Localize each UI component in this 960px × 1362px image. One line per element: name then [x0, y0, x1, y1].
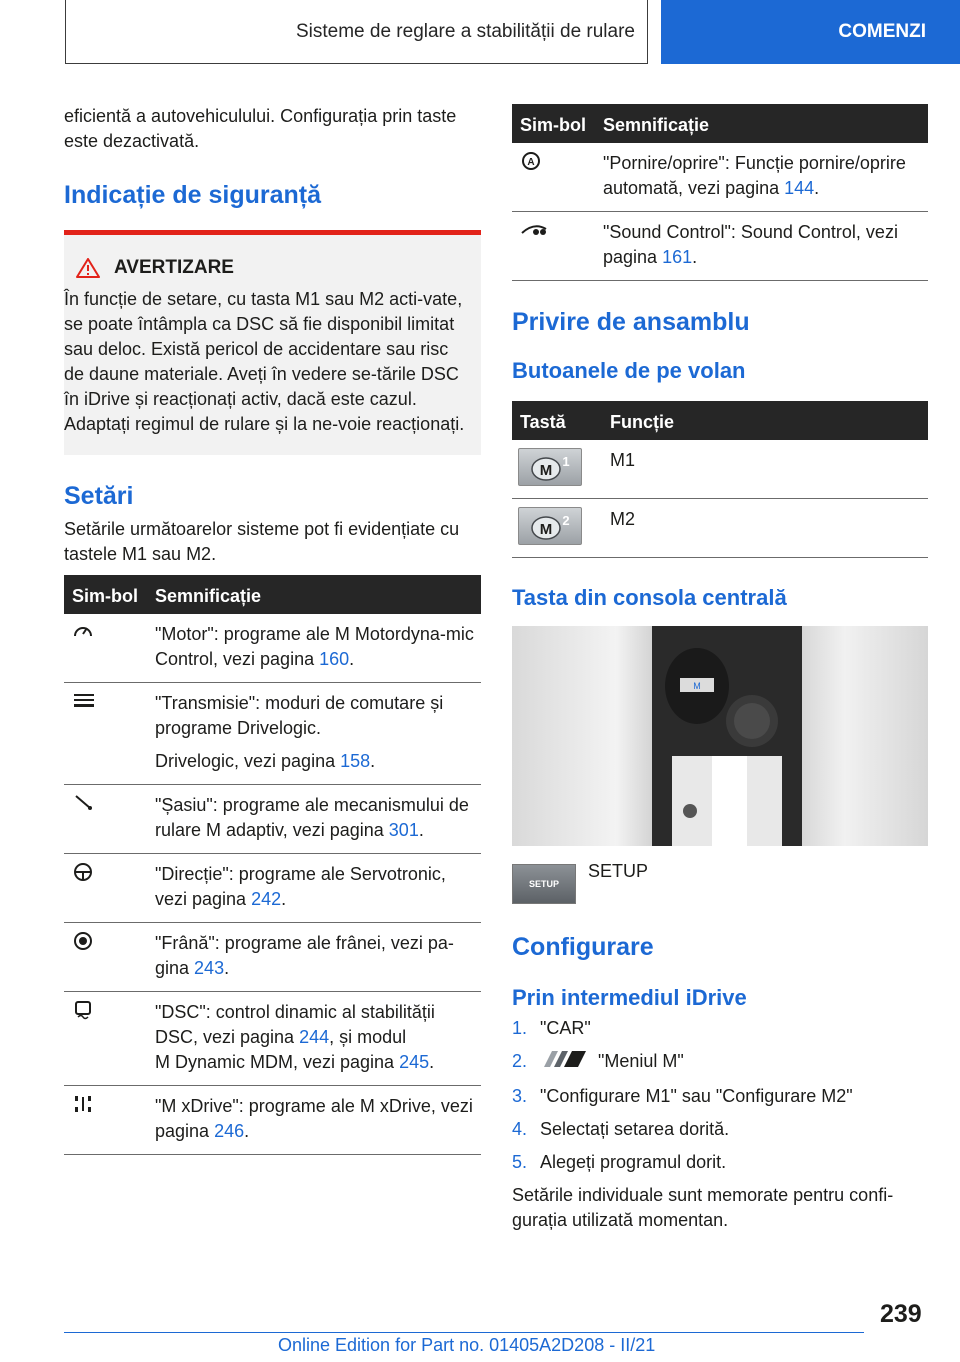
table-row: [64, 923, 481, 992]
steering-icon: [72, 862, 98, 882]
page-link[interactable]: 144: [784, 178, 815, 198]
meaning-extra-end: .: [370, 751, 376, 771]
dsc-icon: [72, 1000, 98, 1020]
col-function-header: Funcție: [602, 401, 928, 440]
meaning-text-end: .: [244, 1121, 250, 1141]
settings-text: Setările următoarelor sisteme pot fi evidențiate cu tastele M1 sau M2.: [64, 519, 460, 564]
page-link[interactable]: 161: [662, 247, 693, 267]
warning-label: AVERTIZARE: [114, 257, 234, 278]
step-item: [512, 1016, 928, 1041]
symbol-cell: [512, 143, 595, 212]
meaning-text: "Motor": programe ale M Motordyna‐mic Control, vezi pagina: [155, 624, 474, 669]
meaning-cell: [147, 992, 481, 1086]
symbol-cell: [64, 785, 147, 854]
meaning-text: "Pornire/oprire": Funcție pornire/oprire automată, vezi pagina: [603, 153, 906, 198]
step-text: "CAR": [540, 1018, 591, 1038]
meaning-text: "DSC": control dinamic al stabilității DSC, vezi pagina: [155, 1002, 435, 1047]
meaning-text-end: , și modul: [329, 1027, 407, 1047]
m1-key-icon: [518, 448, 582, 486]
step-text: Alegeți programul dorit.: [540, 1152, 727, 1172]
meaning-text: "Șasiu": programe ale mecanismului de rulare M adaptiv, vezi pagina: [155, 795, 469, 840]
console-heading: Tasta din consola centrală: [512, 585, 787, 610]
configuration-heading: Configurare: [512, 933, 654, 961]
page-link[interactable]: 160: [319, 649, 350, 669]
col-key-header: Tastă: [512, 401, 602, 440]
page-link[interactable]: 244: [299, 1027, 330, 1047]
footer-edition: Online Edition for Part no. 01405A2D208 - II/21: [278, 1335, 656, 1355]
idrive-heading: Prin intermediul iDrive: [512, 985, 747, 1010]
auto-start-stop-icon: [520, 151, 546, 171]
meaning-cell: [147, 1086, 481, 1155]
page-link[interactable]: 301: [388, 820, 419, 840]
page-link[interactable]: 246: [214, 1121, 245, 1141]
meaning-extra-end: .: [429, 1052, 435, 1072]
meaning-text: "Transmisie": moduri de comutare și programe Drivelogic.: [155, 693, 444, 738]
warning-text: În funcție de setare, cu tasta M1 sau M2 acti‐vate, se poate întâmpla ca DSC să fie disponibil limitat sau deloc. Există pericol de accidentare sau risc de daune materiale. Aveți în vedere se‐tările DSC în iDrive și reacționați activ, dacă este cazul. Adaptați regimul de rulare și la ne‐voie reacționați.: [64, 289, 465, 434]
col-symbol-header: Sim‐bol: [64, 575, 147, 614]
left-column: [64, 104, 481, 1155]
svg-text:M: M: [539, 462, 553, 479]
table-header: [512, 401, 928, 440]
m-menu-icon: [540, 1049, 588, 1076]
settings-table-continued: [512, 104, 928, 281]
table-row: [64, 854, 481, 923]
table-row: [512, 440, 928, 499]
step-number: 2.: [512, 1051, 528, 1071]
svg-text:2: 2: [562, 513, 570, 528]
step-text: "Configurare M1" sau "Configurare M2": [540, 1086, 853, 1106]
key-cell: [512, 440, 602, 499]
meaning-cell: [147, 854, 481, 923]
warning-box: [64, 230, 481, 455]
safety-heading: Indicație de siguranță: [64, 181, 322, 209]
key-cell: [512, 499, 602, 558]
table-row: [64, 1086, 481, 1155]
symbol-cell: [64, 992, 147, 1086]
step-text: "Meniul M": [598, 1051, 684, 1071]
sound-control-icon: [520, 220, 546, 240]
table-header: [512, 104, 928, 143]
transmission-icon: [72, 691, 98, 711]
step-number: 3.: [512, 1086, 528, 1106]
keys-table: [512, 401, 928, 558]
table-header: [64, 575, 481, 614]
console-illustration: [512, 626, 928, 846]
symbol-cell: [64, 614, 147, 683]
closing-text: Setările individuale sunt memorate pentru confi‐gurația utilizată momentan.: [512, 1185, 894, 1230]
col-meaning-header: Semnificație: [595, 104, 928, 143]
wheel-buttons-heading: Butoanele de pe volan: [512, 358, 746, 383]
right-column: [512, 104, 928, 1233]
page-link[interactable]: 242: [251, 889, 282, 909]
svg-text:M: M: [539, 521, 553, 538]
svg-text:M: M: [693, 681, 701, 691]
meaning-extra-text: Drivelogic, vezi pagina: [155, 751, 341, 771]
page-number: 239: [880, 1300, 922, 1328]
table-row: [64, 992, 481, 1086]
meaning-text-end: .: [814, 178, 820, 198]
meaning-text: "M xDrive": programe ale M xDrive, vezi pagina: [155, 1096, 473, 1141]
chapter-tab[interactable]: COMENZI: [661, 0, 960, 64]
step-item: [512, 1150, 928, 1175]
meaning-text-end: .: [349, 649, 355, 669]
settings-table: [64, 575, 481, 1155]
meaning-text: "Frână": programe ale frânei, vezi pa‐gina: [155, 933, 454, 978]
key-function: M2: [602, 499, 928, 558]
page-link[interactable]: 245: [399, 1052, 430, 1072]
meaning-cell: [147, 614, 481, 683]
meaning-cell: [147, 923, 481, 992]
svg-text:1: 1: [562, 454, 570, 469]
symbol-cell: [64, 923, 147, 992]
meaning-text-end: .: [418, 820, 424, 840]
symbol-cell: [64, 854, 147, 923]
meaning-cell: [595, 143, 928, 212]
meaning-text-end: .: [224, 958, 230, 978]
step-number: 5.: [512, 1152, 528, 1172]
table-row: [512, 212, 928, 281]
setup-label: SETUP: [588, 861, 649, 881]
step-number: 4.: [512, 1119, 528, 1139]
col-symbol-header: Sim‐bol: [512, 104, 595, 143]
step-item: [512, 1117, 928, 1142]
meaning-text: "Direcție": programe ale Servotronic, vezi pagina: [155, 864, 446, 909]
page-link[interactable]: 158: [340, 751, 371, 771]
step-number: 1.: [512, 1018, 528, 1038]
intro-text: eficientă a autovehiculului. Configurația prin taste este dezactivată.: [64, 106, 457, 151]
section-title: Sisteme de reglare a stabilității de rulare: [65, 0, 648, 64]
step-item: [512, 1049, 928, 1076]
symbol-cell: [64, 1086, 147, 1155]
warning-title: [64, 257, 469, 279]
warning-triangle-icon: [76, 258, 100, 278]
meaning-cell: [147, 683, 481, 785]
steps-list: [512, 1016, 928, 1175]
table-row: [512, 143, 928, 212]
engine-icon: [72, 622, 98, 642]
symbol-cell: [64, 683, 147, 785]
meaning-cell: [147, 785, 481, 854]
setup-button-image: SETUP: [512, 864, 576, 904]
key-function: M1: [602, 440, 928, 499]
meaning-cell: [595, 212, 928, 281]
symbol-cell: [512, 212, 595, 281]
table-row: [64, 614, 481, 683]
step-text: Selectați setarea dorită.: [540, 1119, 730, 1139]
overview-heading: Privire de ansamblu: [512, 308, 750, 336]
col-meaning-header: Semnificație: [147, 575, 481, 614]
meaning-text-end: .: [281, 889, 287, 909]
table-row: [64, 683, 481, 785]
meaning-text-end: .: [692, 247, 698, 267]
setup-row: [512, 861, 928, 904]
table-row: [512, 499, 928, 558]
brake-icon: [72, 931, 98, 951]
m2-key-icon: [518, 507, 582, 545]
center-console-photo: [512, 626, 928, 846]
page-link[interactable]: 243: [194, 958, 225, 978]
table-row: [64, 785, 481, 854]
meaning-text: "Sound Control": Sound Control, vezi pagina: [603, 222, 898, 267]
step-item: [512, 1084, 928, 1109]
xdrive-icon: [72, 1094, 98, 1114]
settings-heading: Setări: [64, 482, 134, 510]
meaning-extra-text: M Dynamic MDM, vezi pagina: [155, 1052, 400, 1072]
svg-text:A: A: [527, 157, 535, 168]
footer-divider: [64, 1332, 864, 1333]
chassis-icon: [72, 793, 98, 813]
